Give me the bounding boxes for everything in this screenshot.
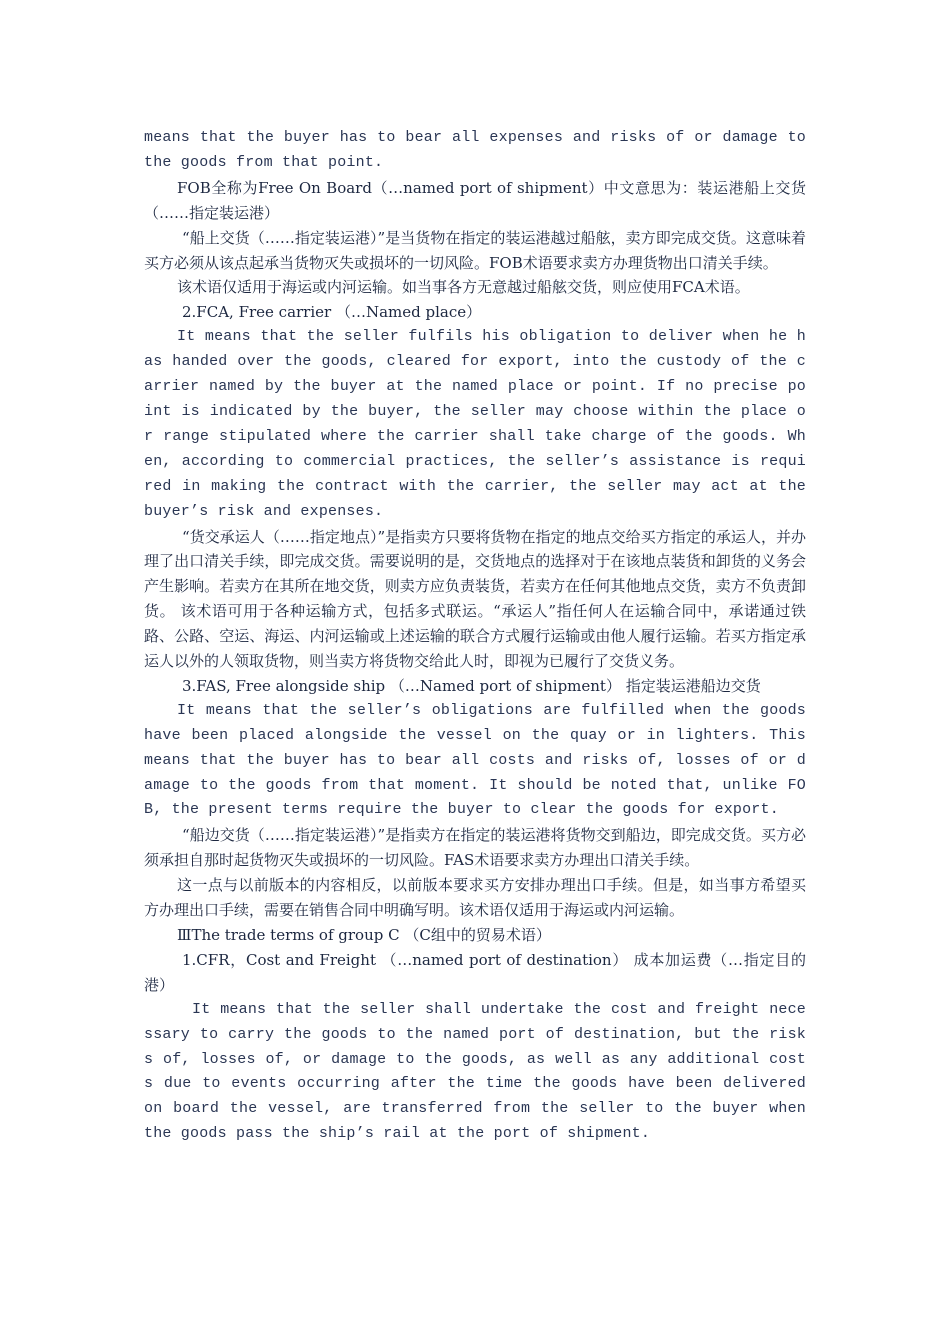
- paragraph-fas-note-zh: 这一点与以前版本的内容相反，以前版本要求买方安排办理出口手续。但是，如当事方希望买方办理出口手续，需要在销售合同中明确写明。该术语仅适用于海运或内河运输。: [144, 876, 806, 920]
- document-page: [144, 126, 806, 1147]
- paragraph-fob-explanation-zh: “船上交货（……指定装运港）”是当货物在指定的装运港越过船舷，卖方即完成交货。这意味着买方必须从该点起承当货物灭失或损坏的一切风险。FOB术语要求卖方办理货物出口清关手续。: [144, 228, 806, 272]
- heading-fca: 2.FCA, Free carrier （…Named place）: [182, 303, 482, 322]
- heading-cfr: 1.CFR，Cost and Freight （…named port of destination） 成本加运费（…指定目的港）: [144, 950, 806, 994]
- heading-group-c: ⅢThe trade terms of group C （C组中的贸易术语）: [177, 926, 551, 944]
- paragraph-cfr-en: It means that the seller shall undertake the cost and freight necessary to carry the goods to the named port of destination, but the risks of, losses of, or damage to the goods, as well as any additional costs due to events occurring after the time the goods have been delivered on board the vessel, are transferred from the seller to the buyer when the goods pass the ship’s rail at the port of shipment.: [144, 1000, 806, 1143]
- paragraph-fca-zh: “货交承运人（……指定地点）”是指卖方只要将货物在指定的地点交给买方指定的承运人，并办理了出口清关手续，即完成交货。需要说明的是，交货地点的选择对于在该地点装货和卸货的义务会产生影响。若卖方在其所在地交货，则卖方应负责装货，若卖方在任何其他地点交货，卖方不负责卸货。 该术语可用于各种运输方式，包括多式联运。“承运人”指任何人在运输合同中，承诺通过铁路、公路、空运、海运、内河运输或上述运输的联合方式履行运输或由他人履行运输。若买方指定承运人以外的人领取货物，则当卖方将货物交给此人时，即视为已履行了交货义务。: [144, 527, 806, 671]
- paragraph-fob-definition-zh: FOB全称为Free On Board（…named port of shipment）中文意思为：装运港船上交货（……指定装运港）: [144, 178, 806, 222]
- paragraph-fob-risk-end: means that the buyer has to bear all expenses and risks of or damage to the goods from that point.: [144, 129, 806, 171]
- paragraph-fca-en: It means that the seller fulfils his obligation to deliver when he has handed over the goods, cleared for export, into the custody of the carrier named by the buyer at the named place or point. If no precise point is indicated by the buyer, the seller may choose within the place or range stipulated where the carrier shall take charge of the goods. When, according to commercial practices, the seller’s assistance is required in making the contract with the carrier, the seller may act at the buyer’s risk and expenses.: [144, 328, 806, 520]
- paragraph-fas-zh: “船边交货（……指定装运港）”是指卖方在指定的装运港将货物交到船边，即完成交货。买方必须承担自那时起货物灭失或损坏的一切风险。FAS术语要求卖方办理出口清关手续。: [144, 826, 806, 870]
- paragraph-fas-en: It means that the seller’s obligations are fulfilled when the goods have been placed alongside the vessel on the quay or in lighters. This means that the buyer has to bear all costs and risks of, losses of or damage to the goods from that moment. It should be noted that, unlike FOB, the present terms require the buyer to clear the goods for export.: [144, 701, 806, 819]
- paragraph-fob-usage-zh: 该术语仅适用于海运或内河运输。如当事各方无意越过船舷交货，则应使用FCA术语。: [177, 278, 750, 297]
- heading-fas: 3.FAS, Free alongside ship （…Named port of shipment） 指定装运港船边交货: [182, 676, 761, 695]
